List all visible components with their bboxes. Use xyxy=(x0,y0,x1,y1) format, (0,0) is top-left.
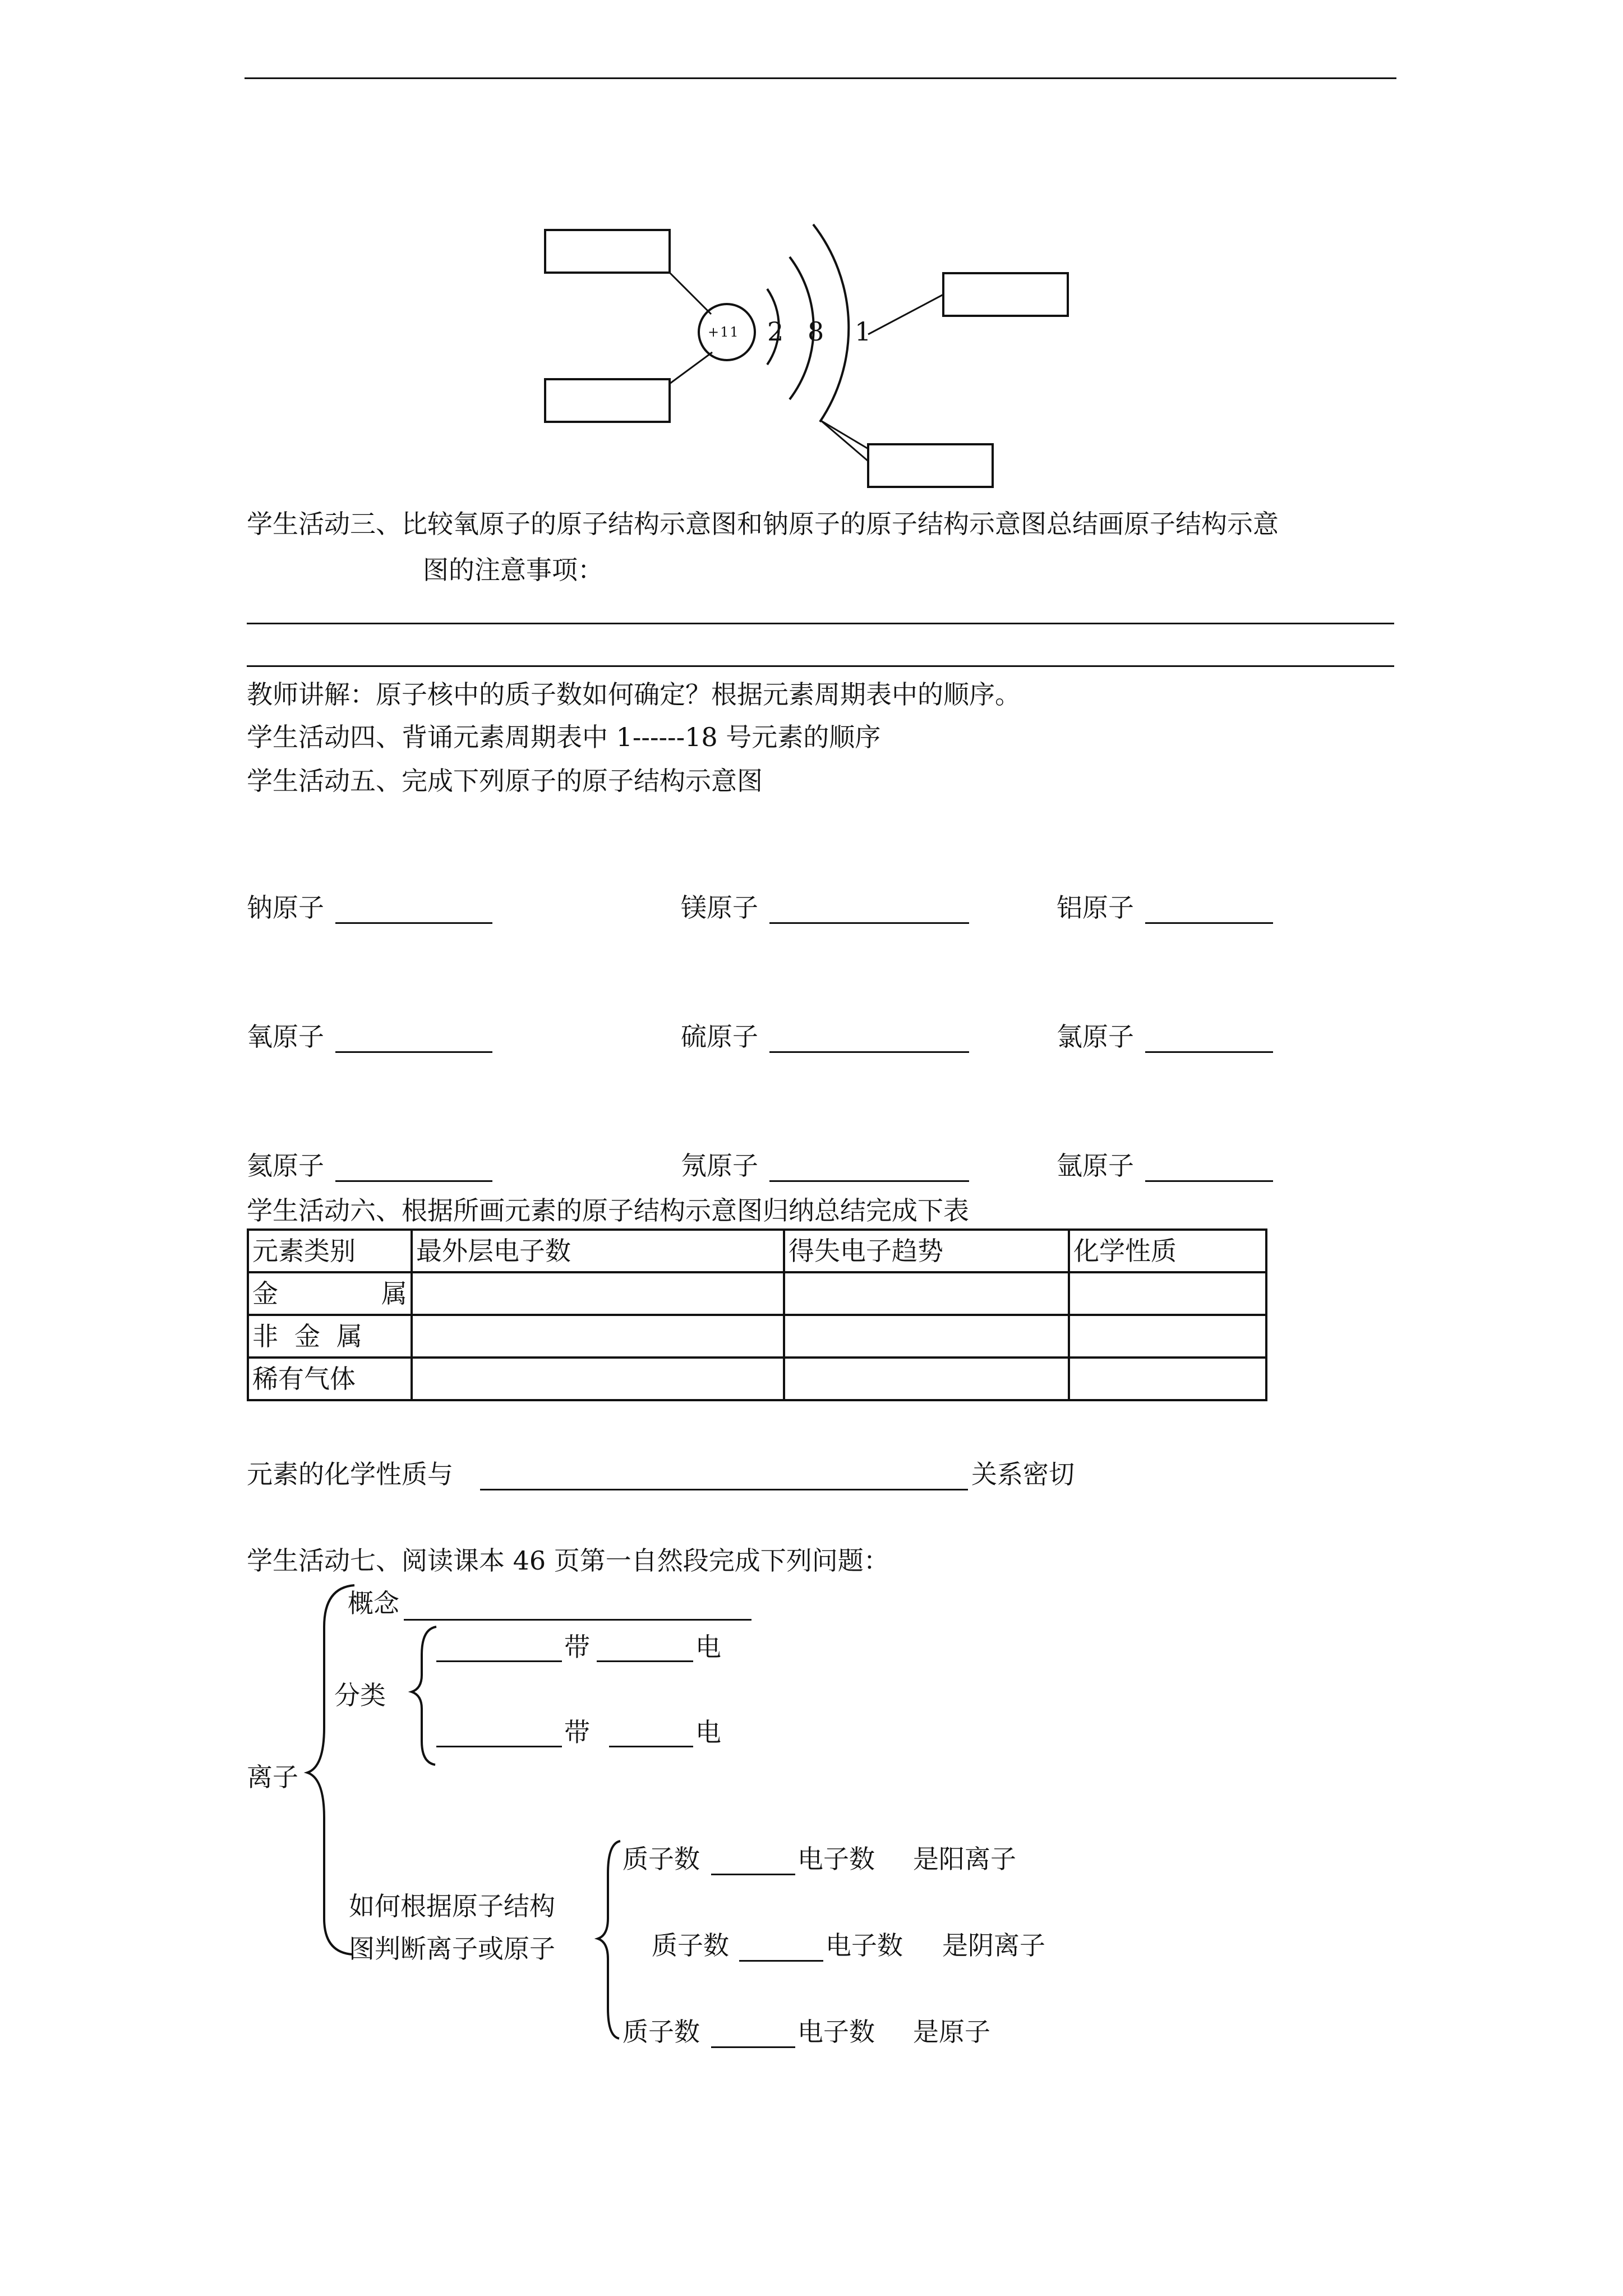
teacher-note: 教师讲解：原子核中的质子数如何确定？根据元素周期表中的顺序。 xyxy=(247,679,1021,710)
classify-blank-2a[interactable] xyxy=(436,1746,562,1747)
judge-blank-2[interactable] xyxy=(739,1960,823,1962)
activity4: 学生活动四、背诵元素周期表中 1------18 号元素的顺序 xyxy=(247,722,881,752)
shell-count-2: 8 xyxy=(808,316,824,347)
classify-blank-1a[interactable] xyxy=(436,1660,562,1662)
ion-concept-blank[interactable] xyxy=(404,1619,751,1621)
judge-label-line1: 如何根据原子结构 xyxy=(349,1891,555,1921)
activity3-line2: 图的注意事项： xyxy=(423,555,603,585)
atom-label-helium: 氦原子 xyxy=(247,1151,324,1181)
row-label-nonmetal: 非 金 属 xyxy=(248,1315,412,1358)
judge-blank-3[interactable] xyxy=(711,2046,795,2048)
brace-main xyxy=(307,1585,354,1954)
judge-label-line2: 图判断离子或原子 xyxy=(349,1934,555,1964)
activity7: 学生活动七、阅读课本 46 页第一自然段完成下列问题： xyxy=(247,1545,889,1576)
judge-proton-1: 质子数 xyxy=(623,1844,700,1874)
shell-count-3: 1 xyxy=(855,316,872,347)
brace-judge xyxy=(598,1841,620,2039)
atom-label-neon: 氖原子 xyxy=(681,1151,758,1181)
table-header-cell: 元素类别 xyxy=(248,1230,412,1272)
classify-blank-2b[interactable] xyxy=(609,1746,693,1747)
atom-label-chlorine: 氯原子 xyxy=(1057,1022,1134,1052)
shell-count-1: 2 xyxy=(767,316,784,347)
classify-carry-1: 带 xyxy=(564,1632,590,1662)
ion-concept-label: 概念 xyxy=(348,1588,399,1618)
atom-label-oxygen: 氧原子 xyxy=(247,1022,324,1052)
judge-result-cation: 是阳离子 xyxy=(913,1844,1016,1874)
judge-result-anion: 是阴离子 xyxy=(942,1930,1045,1961)
classify-charge-1: 电 xyxy=(695,1632,721,1662)
activity6: 学生活动六、根据所画元素的原子结构示意图归纳总结完成下表 xyxy=(247,1195,969,1226)
atom-label-sulfur: 硫原子 xyxy=(681,1022,758,1052)
classify-charge-2: 电 xyxy=(695,1717,721,1747)
atom-label-magnesium: 镁原子 xyxy=(681,892,758,923)
nucleus-charge: +11 xyxy=(708,324,740,340)
row-label-metal: 金 属 xyxy=(248,1272,412,1315)
judge-electron-2: 电子数 xyxy=(826,1930,903,1961)
atom-label-aluminum: 铝原子 xyxy=(1057,892,1134,923)
table-header-cell: 化学性质 xyxy=(1069,1230,1266,1272)
judge-result-atom: 是原子 xyxy=(913,2017,990,2047)
judge-electron-3: 电子数 xyxy=(797,2017,875,2047)
relation-suffix: 关系密切 xyxy=(971,1459,1075,1489)
table-header-cell: 得失电子趋势 xyxy=(784,1230,1069,1272)
ion-root-label: 离子 xyxy=(247,1762,298,1792)
judge-proton-3: 质子数 xyxy=(623,2017,700,2047)
judge-blank-1[interactable] xyxy=(711,1874,795,1875)
relation-prefix: 元素的化学性质与 xyxy=(247,1459,453,1489)
activity3-line1: 学生活动三、比较氧原子的原子结构示意图和钠原子的原子结构示意图总结画原子结构示意 xyxy=(247,509,1279,539)
ion-classify-label: 分类 xyxy=(334,1680,386,1710)
brace-classify xyxy=(412,1627,436,1765)
classify-carry-2: 带 xyxy=(564,1717,590,1747)
row-label-noble-gas: 稀有气体 xyxy=(248,1358,412,1400)
atom-label-sodium: 钠原子 xyxy=(247,892,324,923)
atom-label-argon: 氩原子 xyxy=(1057,1151,1134,1181)
table-header-cell: 最外层电子数 xyxy=(412,1230,784,1272)
activity5: 学生活动五、完成下列原子的原子结构示意图 xyxy=(247,766,763,796)
classify-blank-1b[interactable] xyxy=(597,1660,693,1662)
judge-proton-2: 质子数 xyxy=(652,1930,729,1961)
judge-electron-1: 电子数 xyxy=(797,1844,875,1874)
